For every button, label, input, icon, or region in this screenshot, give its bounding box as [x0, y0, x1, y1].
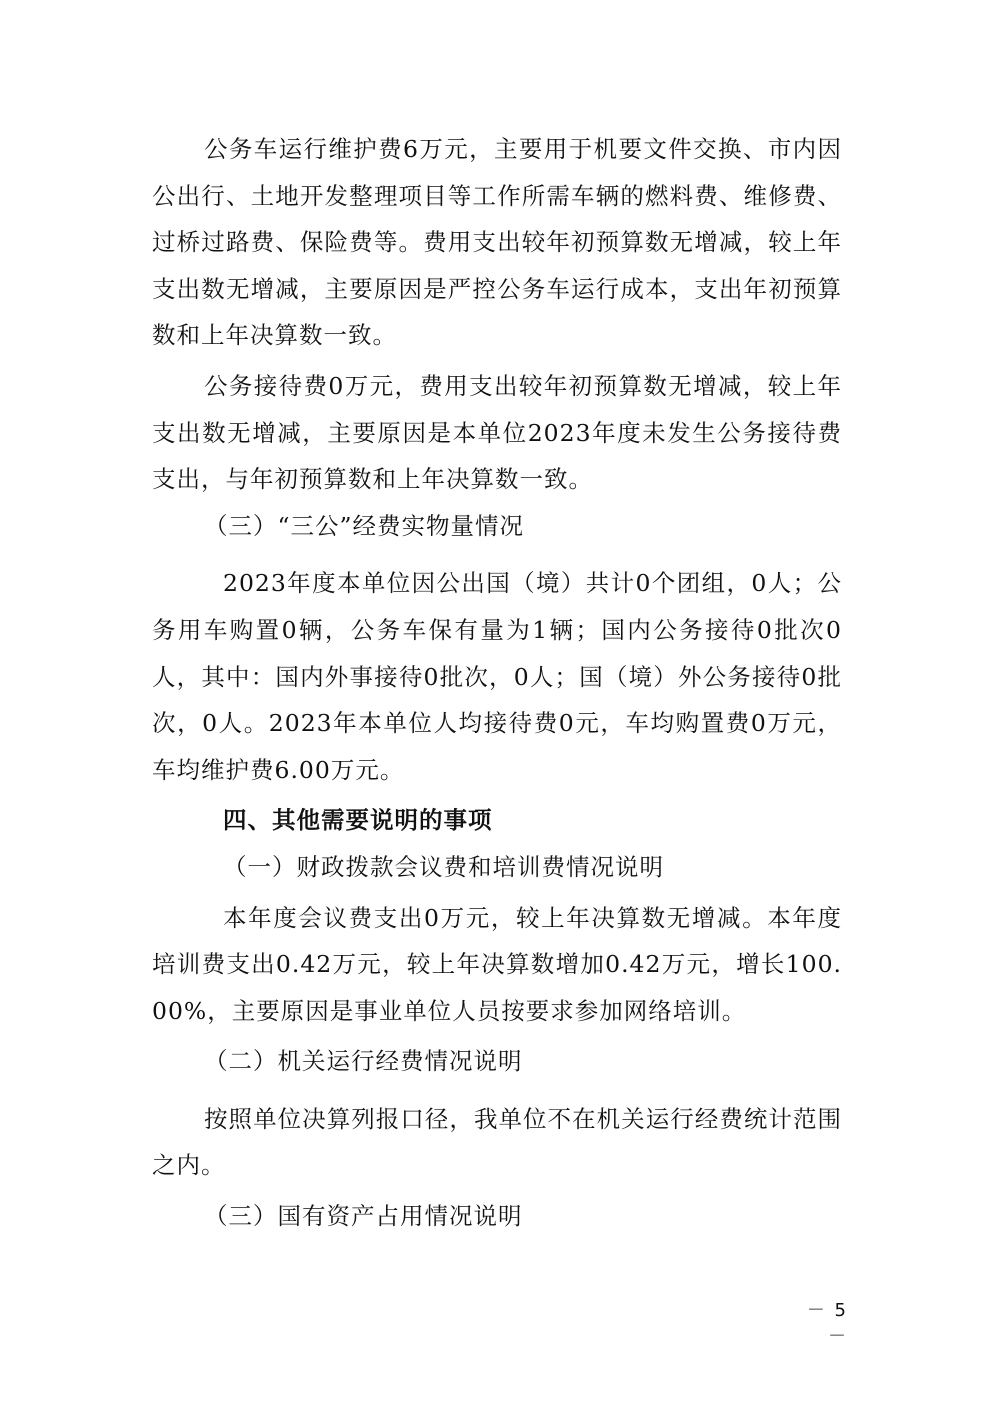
subheading-office-operation: （二）机关运行经费情况说明: [204, 1047, 523, 1076]
subheading-physical-quantity: （三）“三公”经费实物量情况: [204, 511, 525, 540]
paragraph-office-operation: 按照单位决算列报口径，我单位不在机关运行经费统计范围之内。: [152, 1104, 842, 1180]
paragraph-reception-expense: 公务接待费0万元，费用支出较年初预算数无增减，较上年支出数无增减，主要原因是本单位2023年度未发生公务接待费支出，与年初预算数和上年决算数一致。: [152, 371, 842, 494]
section-heading-other-matters: 四、其他需要说明的事项: [223, 806, 493, 835]
paragraph-vehicle-maintenance: 公务车运行维护费6万元，主要用于机要文件交换、市内因公出行、土地开发整理项目等工作所需车辆的燃料费、维修费、过桥过路费、保险费等。费用支出较年初预算数无增减，较上年支出数无增减，主要原因是严控公务车运行成本，支出年初预算数和上年决算数一致。: [152, 135, 842, 350]
subheading-state-assets: （三）国有资产占用情况说明: [204, 1202, 523, 1231]
paragraph-physical-quantity: 2023年度本单位因公出国（境）共计0个团组，0人；公务用车购置0辆，公务车保有量为1辆；国内公务接待0批次0人，其中：国内外事接待0批次，0人；国（境）外公务接待0批次，0人。2023年本单位人均接待费0元，车均购置费0万元，车均维护费6.00万元。: [152, 569, 842, 784]
subheading-meeting-training: （一）财政拨款会议费和培训费情况说明: [223, 852, 664, 881]
document-body: [152, 126, 842, 1240]
page-number: － 5 －: [806, 1300, 848, 1347]
paragraph-meeting-training: 本年度会议费支出0万元，较上年决算数无增减。本年度培训费支出0.42万元，较上年决算数增加0.42万元，增长100.00%，主要原因是事业单位人员按要求参加网络培训。: [152, 903, 842, 1025]
